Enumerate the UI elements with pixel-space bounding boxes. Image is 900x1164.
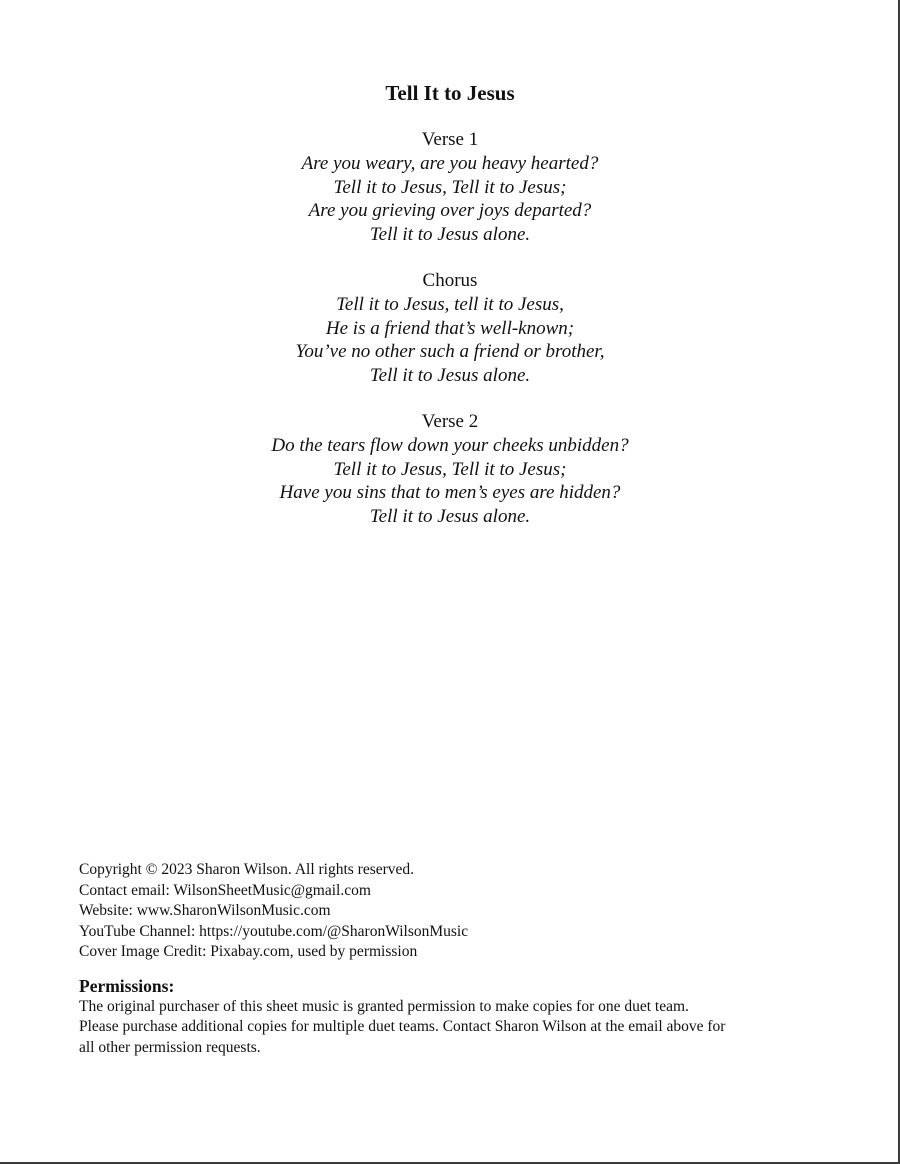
permissions-line: all other permission requests. <box>79 1038 261 1056</box>
permissions-block <box>79 975 839 1059</box>
lyric-line: Have you sins that to men’s eyes are hidden? <box>279 482 621 503</box>
lyric-line: Tell it to Jesus alone. <box>369 364 531 386</box>
cover-credit-line: Cover Image Credit: Pixabay.com, used by permission <box>79 943 418 960</box>
lyric-line: Are you grieving over joys departed? <box>308 200 592 221</box>
permissions-line: The original purchaser of this sheet music is granted permission to make copies for one duet team. <box>79 997 689 1015</box>
section-heading: Verse 1 <box>421 129 479 150</box>
lyric-line: Tell it to Jesus, Tell it to Jesus; <box>333 458 567 480</box>
permissions-line: Please purchase additional copies for multiple duet teams. Contact Sharon Wilson at the email above for <box>79 1018 726 1035</box>
lyrics-block <box>0 78 900 551</box>
lyric-line: He is a friend that’s well-known; <box>325 317 575 339</box>
footer-info <box>79 860 839 1058</box>
lyric-line: Do the tears flow down your cheeks unbidden? <box>271 435 629 456</box>
chorus <box>0 269 900 387</box>
lyric-line: Tell it to Jesus, Tell it to Jesus; <box>333 176 567 198</box>
lyric-line: Are you weary, are you heavy hearted? <box>301 153 599 174</box>
contact-email-line: Contact email: WilsonSheetMusic@gmail.com <box>79 881 371 899</box>
permissions-text <box>79 997 839 1059</box>
lyric-line: Tell it to Jesus alone. <box>369 505 531 527</box>
verse-2 <box>0 410 900 528</box>
copyright-line: Copyright © 2023 Sharon Wilson. All rights reserved. <box>79 861 415 878</box>
website-line: Website: www.SharonWilsonMusic.com <box>79 902 331 919</box>
lyric-line: Tell it to Jesus, tell it to Jesus, <box>336 294 564 315</box>
youtube-channel-line: YouTube Channel: https://youtube.com/@SharonWilsonMusic <box>79 922 469 940</box>
song-title: Tell It to Jesus <box>385 81 515 105</box>
lyric-line: Tell it to Jesus alone. <box>369 223 531 245</box>
lyric-line: You’ve no other such a friend or brother, <box>295 341 605 362</box>
permissions-heading: Permissions: <box>79 975 175 996</box>
section-heading: Chorus <box>422 270 478 291</box>
verse-1 <box>0 128 900 246</box>
section-heading: Verse 2 <box>421 411 479 432</box>
